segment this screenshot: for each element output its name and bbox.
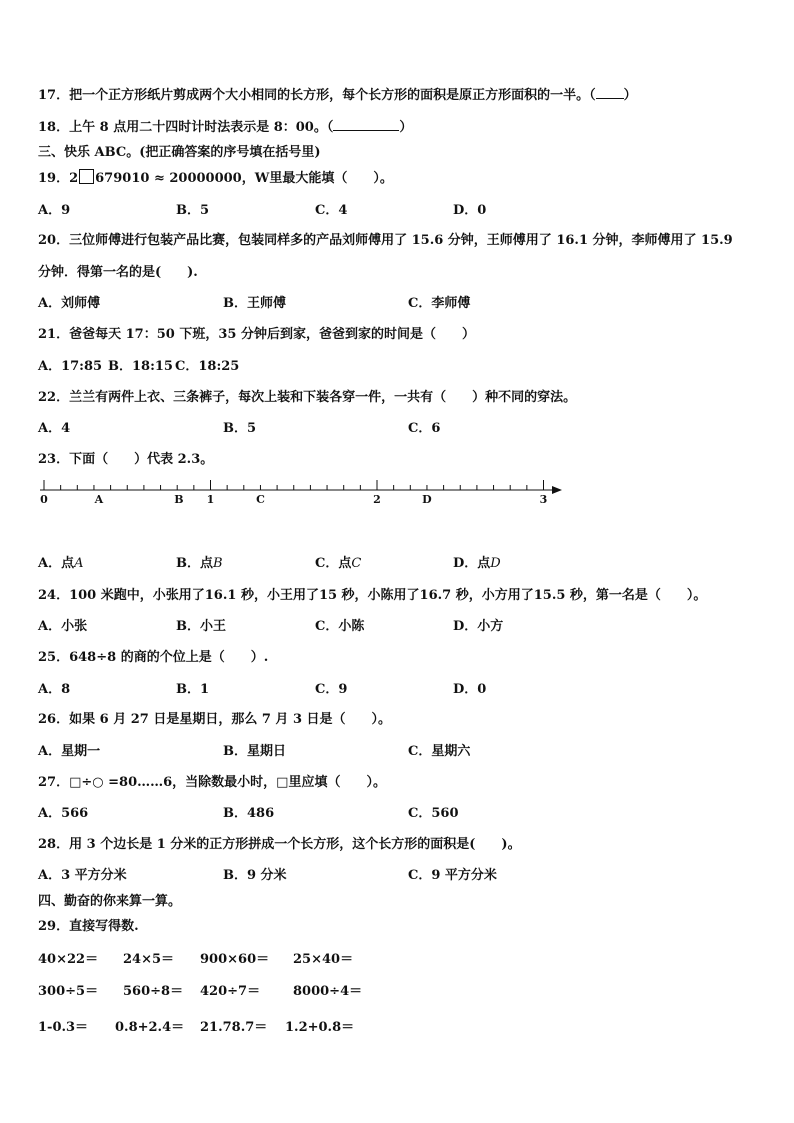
option-b[interactable]: B．王师傅 (223, 296, 286, 311)
question-25: 25．648÷8 的商的个位上是（ ）. (38, 650, 269, 665)
answer-blank-18[interactable] (333, 118, 399, 131)
number-line (30, 470, 570, 510)
question-27: 27．□÷○ =80……6，当除数最小时，□里应填（ ）。 (38, 775, 386, 790)
section-4-heading: 四、勤奋的你来算一算。 (38, 894, 182, 909)
option-b[interactable]: B．点B (176, 556, 223, 571)
option-a[interactable]: A．9 (38, 203, 71, 218)
question-17: 17．把一个正方形纸片剪成两个大小相同的长方形，每个长方形的面积是原正方形面积的一半。（ ） (38, 88, 637, 103)
option-c[interactable]: C．点C (315, 556, 362, 571)
calc-item[interactable]: 900×60＝ (200, 952, 270, 967)
option-c[interactable]: C．9 平方分米 (408, 868, 497, 883)
option-b[interactable]: B．1 (176, 682, 210, 697)
question-19: 19．2 679010 ≈ 20000000，W里最大能填（ ）。 (38, 171, 393, 186)
option-a[interactable]: A．8 (38, 682, 71, 697)
question-20-line-1: 20．三位师傅进行包装产品比赛，包装同样多的产品刘师傅用了 15.6 分钟，王师傅用了 16.1 分钟，李师傅用了 15.9 (38, 233, 733, 248)
question-24: 24．100 米跑中，小张用了16.1 秒，小王用了15 秒，小陈用了16.7 秒，小方用了15.5 秒，第一名是（ ）。 (38, 588, 707, 603)
option-a[interactable]: A．点A (38, 556, 84, 571)
calc-item[interactable]: 25×40＝ (293, 952, 354, 967)
option-d[interactable]: D．0 (453, 203, 487, 218)
option-a[interactable]: A．刘师傅 (38, 296, 101, 311)
option-d[interactable]: D．点D (453, 556, 501, 571)
question-18: 18．上午 8 点用二十四时计时法表示是 8：00。（ ） (38, 120, 413, 135)
question-23: 23．下面（ ）代表 2.3。 (38, 452, 214, 467)
calc-item[interactable]: 0.8+2.4＝ (115, 1020, 185, 1035)
option-a[interactable]: A．3 平方分米 (38, 868, 127, 883)
calc-item[interactable]: 40×22＝ (38, 952, 99, 967)
calc-item[interactable]: 8000÷4＝ (293, 984, 363, 999)
answer-blank-17[interactable] (596, 86, 624, 99)
calc-item[interactable]: 560÷8＝ (123, 984, 184, 999)
calc-item[interactable]: 1.2+0.8＝ (285, 1020, 355, 1035)
option-b[interactable]: B．星期日 (223, 744, 286, 759)
option-b[interactable]: B．5 (176, 203, 210, 218)
option-b[interactable]: B．9 分米 (223, 868, 287, 883)
option-a[interactable]: A．小张 (38, 619, 88, 634)
option-c[interactable]: C．星期六 (408, 744, 471, 759)
question-22: 22．兰兰有两件上衣、三条裤子，每次上装和下装各穿一件，一共有（ ）种不同的穿法。 (38, 390, 577, 405)
calc-item[interactable]: 21.78.7＝ (200, 1020, 268, 1035)
option-b[interactable]: B．小王 (176, 619, 226, 634)
number-line-label: C (256, 493, 265, 506)
option-a[interactable]: A．17:85 (38, 359, 103, 374)
calc-item[interactable]: 24×5＝ (123, 952, 175, 967)
option-d[interactable]: D．小方 (453, 619, 504, 634)
option-d[interactable]: D．0 (453, 682, 487, 697)
option-a[interactable]: A．星期一 (38, 744, 101, 759)
blank-box-icon (79, 169, 94, 184)
option-a[interactable]: A．4 (38, 421, 71, 436)
number-line-label: B (174, 493, 184, 506)
option-a[interactable]: A．566 (38, 806, 89, 821)
calc-item[interactable]: 300÷5＝ (38, 984, 99, 999)
section-3-heading: 三、快乐 ABC。(把正确答案的序号填在括号里) (38, 145, 321, 160)
option-c[interactable]: C．6 (408, 421, 441, 436)
question-28: 28．用 3 个边长是 1 分米的正方形拼成一个长方形，这个长方形的面积是( )。 (38, 837, 521, 852)
number-line-label: 0 (40, 493, 48, 506)
calc-item[interactable]: 1-0.3＝ (38, 1020, 89, 1035)
option-c[interactable]: C．560 (408, 806, 459, 821)
calc-item[interactable]: 420÷7＝ (200, 984, 261, 999)
number-line-label: 3 (539, 493, 548, 506)
number-line-label: 1 (206, 493, 215, 506)
question-18-text: 18．上午 8 点用二十四时计时法表示是 8：00。（ (38, 120, 334, 135)
option-c[interactable]: C．9 (315, 682, 348, 697)
question-21: 21．爸爸每天 17：50 下班，35 分钟后到家，爸爸到家的时间是（ ） (38, 327, 475, 342)
question-29: 29．直接写得数. (38, 919, 139, 934)
option-b[interactable]: B．486 (223, 806, 275, 821)
question-26: 26．如果 6 月 27 日是星期日，那么 7 月 3 日是（ ）。 (38, 712, 392, 727)
option-c[interactable]: C．李师傅 (408, 296, 471, 311)
question-17-text: 17．把一个正方形纸片剪成两个大小相同的长方形，每个长方形的面积是原正方形面积的一半。（ (38, 88, 596, 103)
option-c[interactable]: C．18:25 (175, 359, 240, 374)
option-b[interactable]: B．5 (223, 421, 257, 436)
option-b[interactable]: B．18:15 (108, 359, 173, 374)
question-20-line-2: 分钟．得第一名的是( ). (38, 265, 198, 280)
number-line-label: 2 (373, 493, 381, 506)
number-line-label: A (94, 493, 104, 506)
option-c[interactable]: C．4 (315, 203, 348, 218)
option-c[interactable]: C．小陈 (315, 619, 365, 634)
number-line-label: D (422, 493, 432, 506)
